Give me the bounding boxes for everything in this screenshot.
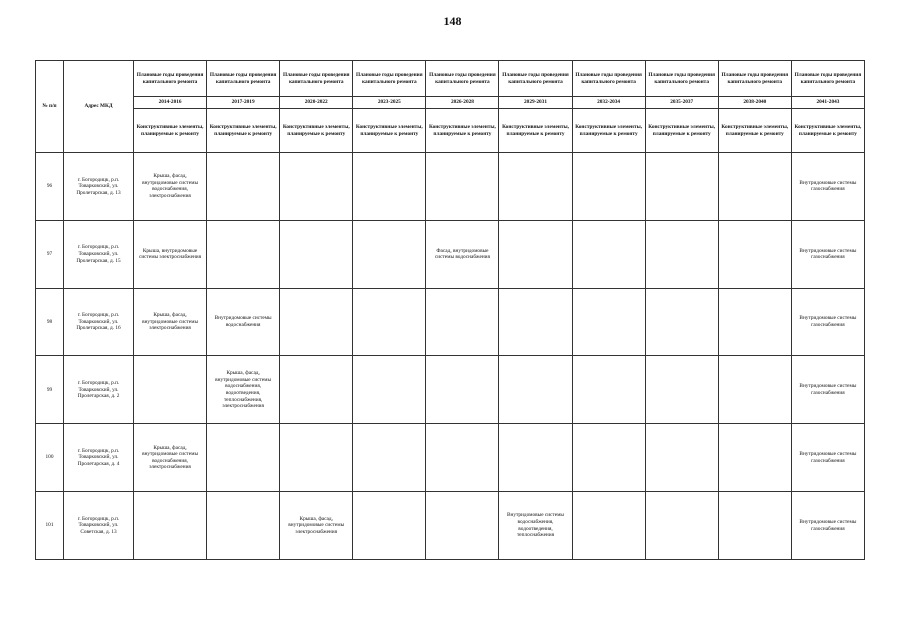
- repair-elements-cell: [645, 492, 718, 560]
- header-years-2035-2037: 2035-2037: [645, 97, 718, 109]
- repair-elements-cell: [645, 288, 718, 356]
- header-plan-title: Плановые годы проведения капитального ремонта: [134, 61, 207, 97]
- repair-elements-cell: Внутридомовые системы газоснабжения: [791, 356, 864, 424]
- repair-elements-cell: [718, 153, 791, 221]
- repair-elements-cell: [645, 220, 718, 288]
- header-elements: Конструктивные элементы, планируемые к ремонту: [499, 109, 572, 153]
- row-address: г. Богородицк, р.п. Товарковский, ул. Пролетарская, д. 15: [64, 220, 134, 288]
- repair-elements-cell: Внутридомовые системы газоснабжения: [791, 153, 864, 221]
- repair-elements-cell: [280, 220, 353, 288]
- header-elements: Конструктивные элементы, планируемые к ремонту: [426, 109, 499, 153]
- header-years-2026-2028: 2026-2028: [426, 97, 499, 109]
- repair-elements-cell: Крыша, фасад, внутридомовые системы водоснабжения, водоотведения, теплоснабжения, электроснабжения: [207, 356, 280, 424]
- header-years-2041-2043: 2041-2043: [791, 97, 864, 109]
- header-plan-title: Плановые годы проведения капитального ремонта: [353, 61, 426, 97]
- table-row: [36, 424, 865, 492]
- row-address: г. Богородицк, р.п. Товарковский, ул. Пролетарская, д. 16: [64, 288, 134, 356]
- header-years-2029-2031: 2029-2031: [499, 97, 572, 109]
- header-plan-title: Плановые годы проведения капитального ремонта: [645, 61, 718, 97]
- repair-elements-cell: [353, 220, 426, 288]
- row-number: 96: [36, 153, 64, 221]
- repair-elements-cell: [426, 424, 499, 492]
- repair-elements-cell: [426, 356, 499, 424]
- header-years-2020-2022: 2020-2022: [280, 97, 353, 109]
- repair-elements-cell: Внутридомовые системы водоснабжения: [207, 288, 280, 356]
- repair-elements-cell: Крыша, внутридомовые системы электроснабжения: [134, 220, 207, 288]
- repair-elements-cell: [353, 288, 426, 356]
- repair-elements-cell: [572, 153, 645, 221]
- repair-elements-cell: [426, 492, 499, 560]
- repair-elements-cell: [353, 356, 426, 424]
- repair-elements-cell: [499, 220, 572, 288]
- repair-elements-cell: [718, 356, 791, 424]
- row-number: 97: [36, 220, 64, 288]
- repair-elements-cell: [645, 153, 718, 221]
- repair-elements-cell: [645, 356, 718, 424]
- row-address: г. Богородицк, р.п. Товарковский, ул. Пролетарская, д. 2: [64, 356, 134, 424]
- repair-elements-cell: [207, 153, 280, 221]
- repair-elements-cell: [499, 153, 572, 221]
- repair-elements-cell: [134, 492, 207, 560]
- repair-elements-cell: [426, 153, 499, 221]
- repair-elements-cell: [207, 492, 280, 560]
- header-years-2017-2019: 2017-2019: [207, 97, 280, 109]
- table-row: [36, 220, 865, 288]
- repair-elements-cell: [280, 356, 353, 424]
- header-plan-title: Плановые годы проведения капитального ремонта: [572, 61, 645, 97]
- repair-elements-cell: Внутридомовые системы газоснабжения: [791, 288, 864, 356]
- header-years-2014-2016: 2014-2016: [134, 97, 207, 109]
- repair-elements-cell: [572, 288, 645, 356]
- table-row: [36, 356, 865, 424]
- header-no: № п/п: [36, 61, 64, 153]
- repair-elements-cell: [645, 424, 718, 492]
- repair-elements-cell: Крыша, фасад, внутридомовые системы электроснабжения: [280, 492, 353, 560]
- repair-elements-cell: [572, 424, 645, 492]
- repair-elements-cell: [353, 492, 426, 560]
- repair-elements-cell: [499, 424, 572, 492]
- repair-elements-cell: Внутридомовые системы газоснабжения: [791, 220, 864, 288]
- repair-elements-cell: [572, 220, 645, 288]
- page-number: 148: [443, 14, 462, 28]
- header-elements: Конструктивные элементы, планируемые к ремонту: [207, 109, 280, 153]
- repair-elements-cell: [572, 356, 645, 424]
- capital-repair-plan-table: [35, 60, 865, 560]
- header-elements: Конструктивные элементы, планируемые к ремонту: [572, 109, 645, 153]
- row-number: 101: [36, 492, 64, 560]
- repair-elements-cell: [353, 153, 426, 221]
- header-years-2023-2025: 2023-2025: [353, 97, 426, 109]
- header-years-2032-2034: 2032-2034: [572, 97, 645, 109]
- table-row: [36, 153, 865, 221]
- repair-elements-cell: [572, 492, 645, 560]
- repair-elements-cell: [207, 424, 280, 492]
- header-plan-title: Плановые годы проведения капитального ремонта: [426, 61, 499, 97]
- repair-elements-cell: [718, 424, 791, 492]
- repair-elements-cell: Крыша, фасад, внутридомовые системы водоснабжения, электроснабжения: [134, 424, 207, 492]
- repair-elements-cell: Крыша, фасад, внутридомовые системы электроснабжения: [134, 288, 207, 356]
- repair-elements-cell: [718, 492, 791, 560]
- row-address: г. Богородицк, р.п. Товарковский, ул. Советская, д. 13: [64, 492, 134, 560]
- header-plan-title: Плановые годы проведения капитального ремонта: [207, 61, 280, 97]
- row-number: 99: [36, 356, 64, 424]
- header-elements: Конструктивные элементы, планируемые к ремонту: [134, 109, 207, 153]
- header-elements: Конструктивные элементы, планируемые к ремонту: [718, 109, 791, 153]
- header-elements: Конструктивные элементы, планируемые к ремонту: [791, 109, 864, 153]
- header-elements: Конструктивные элементы, планируемые к ремонту: [353, 109, 426, 153]
- repair-elements-cell: [499, 356, 572, 424]
- repair-elements-cell: Внутридомовые системы газоснабжения: [791, 424, 864, 492]
- repair-elements-cell: [718, 220, 791, 288]
- repair-elements-cell: [718, 288, 791, 356]
- repair-elements-cell: [353, 424, 426, 492]
- repair-elements-cell: [499, 288, 572, 356]
- repair-elements-cell: [207, 220, 280, 288]
- row-number: 98: [36, 288, 64, 356]
- repair-elements-cell: [280, 153, 353, 221]
- repair-elements-cell: Фасад, внутридомовые системы водоснабжения: [426, 220, 499, 288]
- header-plan-title: Плановые годы проведения капитального ремонта: [791, 61, 864, 97]
- table-row: [36, 492, 865, 560]
- header-elements: Конструктивные элементы, планируемые к ремонту: [645, 109, 718, 153]
- repair-elements-cell: Внутридомовые системы газоснабжения: [791, 492, 864, 560]
- row-address: г. Богородицк, р.п. Товарковский, ул. Пролетарская, д. 13: [64, 153, 134, 221]
- repair-elements-cell: [280, 288, 353, 356]
- row-number: 100: [36, 424, 64, 492]
- header-elements: Конструктивные элементы, планируемые к ремонту: [280, 109, 353, 153]
- header-plan-title: Плановые годы проведения капитального ремонта: [280, 61, 353, 97]
- repair-elements-cell: Крыша, фасад, внутридомовые системы водоснабжения, электроснабжения: [134, 153, 207, 221]
- header-years-2038-2040: 2038-2040: [718, 97, 791, 109]
- table-row: [36, 288, 865, 356]
- header-plan-title: Плановые годы проведения капитального ремонта: [718, 61, 791, 97]
- repair-elements-cell: [426, 288, 499, 356]
- repair-elements-cell: [134, 356, 207, 424]
- header-address: Адрес МКД: [64, 61, 134, 153]
- header-plan-title: Плановые годы проведения капитального ремонта: [499, 61, 572, 97]
- repair-elements-cell: Внутридомовые системы водоснабжения, водоотведения, теплоснабжения: [499, 492, 572, 560]
- row-address: г. Богородицк, р.п. Товарковский, ул. Пролетарская, д. 4: [64, 424, 134, 492]
- repair-elements-cell: [280, 424, 353, 492]
